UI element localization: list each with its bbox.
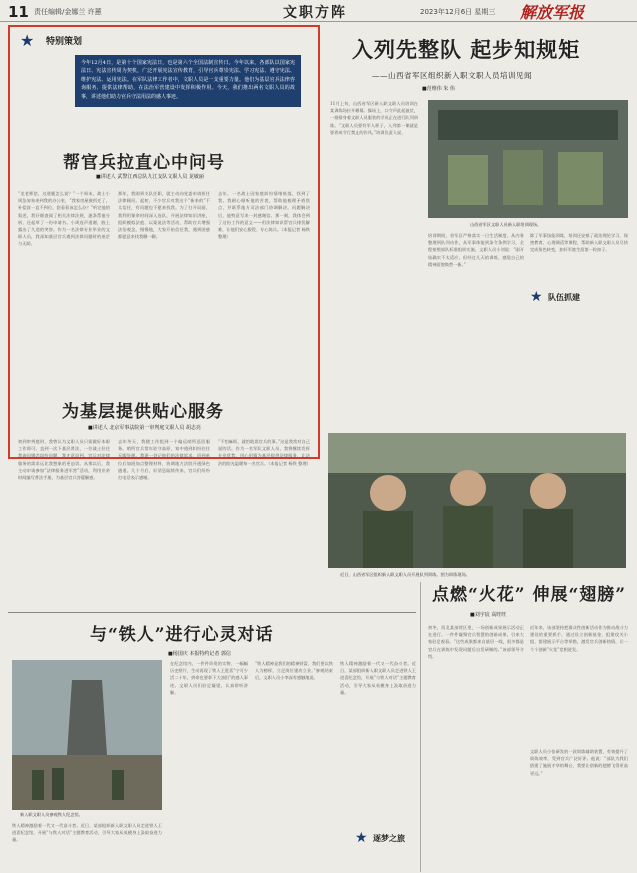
article1-title: 帮官兵拉直心中问号 bbox=[63, 153, 225, 173]
special-intro: 今年12月4日，是第十个国家宪法日，也是第六个全国法制宣传日。今年以来，各部队以国家宪法日、宪法宣传周为契机，广泛开展宪法宣传教育，引导官兵尊崇宪法、学习宪法、遵守宪法、维护宪法、运用宪法。在军队法律工作者中，文职人员是一支重要力量。他们为基层官兵法律咨询服务、提供法律帮助，在法治军营建设中发挥积极作用。今天，我们推出两名文职人员的故事，讲述他们助力官兵守法用法的感人事迹。 bbox=[75, 55, 301, 107]
article4-col3: “铁人精神是我们的精神财富，我们要以铁人为榜样，立足岗位建功立业。”参观结束后，文职人员小李深有感触地说。 bbox=[255, 661, 333, 681]
soldiers-photo-icon bbox=[328, 433, 626, 568]
article5-col1: 初冬，西北某部营区里，一场创新成果展示活动正在进行。一件件凝聚官兵智慧的创新成果，引来大家驻足观看。“这些成果都来自基层一线，很多都是官兵在训练中发现问题后自发研制的。”该部领导介绍。 bbox=[428, 625, 524, 659]
article4-photo-caption: 新入职文职人员参观铁人纪念馆。 bbox=[20, 812, 83, 817]
article4-col3-cont: 铁人精神激励着一代又一代奋斗者。近日，某部组织新入职文职人员走进铁人王进喜纪念馆，开展“与铁人对话”主题教育活动，引导大家从英模身上汲取奋进力量。 bbox=[340, 661, 416, 695]
section-divider bbox=[8, 612, 416, 613]
article1-col2: 那年，我刚到支队任职，就主动向党委申请担任法律顾问。起初，不少官兵对我这个“新来的”不太信任，有问题也不愿来找我。为了打开局面，我利用课余时间深入连队，开展法律知识讲座，组织模拟法庭、以案说法等活动，帮助官兵增强法治观念。慢慢地，大家开始信任我，遇到困惑都愿意来找我聊一聊。 bbox=[118, 191, 210, 240]
article3-photo1 bbox=[428, 100, 628, 218]
star-icon: ★ bbox=[530, 289, 543, 305]
newspaper-logo: 解放军报 bbox=[520, 3, 585, 22]
team-building-label: 队伍抓建 bbox=[548, 293, 580, 302]
article5-title: 点燃“火花” 伸展“翅膀” bbox=[432, 585, 627, 605]
section-title: 文职方阵 bbox=[283, 5, 347, 21]
article2-col2: 去年冬天，我随工作组到一个偏远哨所巡回服务。哨所官兵常年驻守高原，家中遇到纠纷往往无暇处理。我逐一登记他们的法律诉求，回到单位后加班加点整理材料，协调地方法院开通绿色通道。几个月后，好消息陆续传来，官兵们纷纷打电话表示感谢。 bbox=[118, 439, 210, 481]
article5-col2: 近年来，该部坚持把群众性创新活动作为推动战斗力建设的重要抓手，通过设立创新基金、组建攻关小组、搭建展示平台等举措，激发官兵创新热情，让一个个创新“火花”竞相迸发。 bbox=[530, 625, 628, 652]
article2-col3: “不怕麻烦，就怕耽误官兵的事。”这是我常对自己说的话。作为一名军队文职人员，我将继续发挥专业优势，用心用情为基层提供法律服务，让法治的阳光温暖每一名官兵。（本报记者 杨铁 整理） bbox=[218, 439, 311, 466]
article5-col3: 文职人员小张研发的一款训练辅助装置，有效提升了训练效率，受到官兵广泛好评。他说：“部队为我们搭建了施展才华的舞台，我要让创新的翅膀飞得更高更远。” bbox=[530, 749, 628, 776]
article2-col1: 初到审判庭时，我曾认为文职人员只需做好本职工作即可。直到一次下基层普法，一位战士拉住我询问婚恋纠纷问题，我才意识到，官兵对法律服务的需求远比我想象的更迫切。从那以后，我主动申请参加“法律服务进军营”活动，利用业余时间编写普法手册，为基层官兵答疑解惑。 bbox=[18, 439, 110, 481]
article2-title: 为基层提供贴心服务 bbox=[62, 402, 224, 422]
publication-date: 2023年12月6日 星期三 bbox=[420, 8, 496, 16]
article4-photo bbox=[12, 660, 162, 810]
dream-journey-label: 逐梦之旅 bbox=[373, 834, 405, 843]
dream-journey-tag bbox=[355, 830, 425, 846]
masthead bbox=[0, 0, 637, 22]
special-feature-tag bbox=[20, 31, 88, 50]
editor-line: 责任编辑/金娜兰 许蕙 bbox=[34, 8, 102, 16]
article3-col3: 除了军事技能训练，培训还安排了政治理论学习、保密教育、心理调适等课程，帮助新入职文职人员尽快完成角色转变，扣好军旅生涯第一粒扣子。 bbox=[530, 233, 628, 253]
classroom-photo-icon bbox=[428, 100, 628, 218]
star-icon: ★ bbox=[20, 31, 35, 50]
column-divider bbox=[420, 582, 421, 872]
memorial-photo-icon bbox=[12, 660, 162, 810]
article3-col1: 11月上旬，山西省军区新入职文职人员培训在某训练场拉开帷幕。操场上，口令声此起彼伏，一排排身着文职人员服装的学员正在进行队列训练。“文职人员要有军人样子，入列第一课就是要养成令行禁止的作风。”培训负责人说。 bbox=[330, 101, 418, 135]
article2-byline: ■讲述人 北京军事法院第一审判庭文职人员 胡志亮 bbox=[88, 425, 201, 431]
article1-col1: “龙老师您，这道题怎么说？”一个周末，战士小周急匆匆来到我的办公室，“我家房屋被拆迁了，补偿款一直不到位，您看看该怎么办？”听完他的叙述，我仔细查阅了相关法律法规，逐条帮他分析，还起草了一份申请书。小周连声道谢，脸上露出了久违的笑容。作为一名法律专业毕业的文职人员，我深知基层官兵遇到法律问题时的迷茫与无助。 bbox=[18, 191, 110, 247]
article5-byline: ■刘宇宸 高旺旺 bbox=[470, 612, 507, 618]
team-building-tag bbox=[530, 289, 610, 305]
article4-col2: 在纪念馆内，一件件珍贵的实物、一幅幅历史照片，生动再现了铁人王进喜“宁可少活二十年，拼命也要拿下大油田”的感人事迹。文职人员们驻足凝望，认真聆听讲解。 bbox=[170, 661, 248, 695]
article3-photo2 bbox=[328, 433, 626, 568]
article1-col3: 去年，一名战士因家庭纠纷情绪低落，找到了我。我耐心倾听他的苦衷，帮助他梳理矛盾焦点，并联系地方司法部门协调解决。问题解决后，他特意写来一封感谢信。那一刻，我体会到了这份工作的意义——用法律知识帮官兵排忧解难，让他们安心服役、专心练兵。（本报记者 杨铁 整理） bbox=[218, 191, 310, 240]
article4-title: 与“铁人”进行心灵对话 bbox=[90, 625, 274, 645]
article3-photo2-caption: 近日，山西省军区组织新入职文职人员开展队列训练。图为训练现场。 bbox=[340, 572, 470, 577]
article3-subtitle: ——山西省军区组织新入职文职人员培训见闻 bbox=[372, 71, 532, 80]
article1-byline: ■讲述人 武警江西总队九江支队文职人员 龙敏丽 bbox=[96, 174, 204, 180]
special-feature-label: 特别策划 bbox=[46, 37, 83, 47]
article4-byline: ■杨国庆 本报特约记者 郭信 bbox=[168, 651, 231, 657]
page-number: 11 bbox=[8, 3, 29, 21]
star-icon: ★ bbox=[355, 830, 368, 846]
article3-byline: ■范维伟 朱 伟 bbox=[422, 86, 455, 92]
article4-col1: 铁人精神激励着一代又一代奋斗者。近日，某部组织新入职文职人员走进铁人王进喜纪念馆，开展“与铁人对话”主题教育活动，引导大家从英模身上汲取奋进力量。 bbox=[12, 823, 162, 843]
article3-col2: 培训期间，省军区严格落实一日生活制度，从内务整理到队列动作，从军事体能到条令条例学习，全程按照部队标准组织实施。文职人员小刘说：“刚开始确实不太适应，但经过几天的训练，感觉自己的精神面貌焕然一新。” bbox=[428, 233, 524, 267]
article3-photo1-caption: 山西省军区文职人员新入职培训现场。 bbox=[470, 222, 542, 227]
article3-title: 入列先整队 起步知规矩 bbox=[352, 37, 581, 62]
